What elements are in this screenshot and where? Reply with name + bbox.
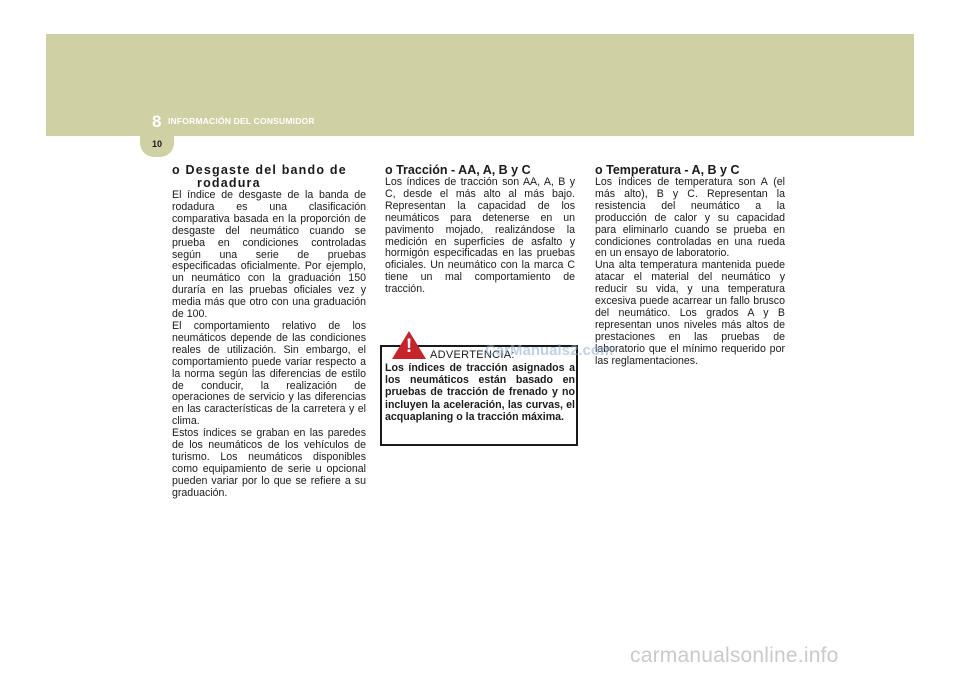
paragraph: Estos índices se graban en las paredes de los neumáticos de los vehículos de turismo. Los neumáticos disponibles como equipamiento de serie u opcional pueden variar por lo que se refiere a su graduación.	[172, 427, 366, 499]
watermark-center: CarManuals2.com	[485, 342, 614, 359]
paragraph: Los índices de temperatura son A (el más alto), B y C. Representan la resistencia del neumático a la producción de calor y su capacidad para eliminarlo cuando se prueba en condiciones controladas en una rueda en un ensayo de laboratorio.	[595, 176, 785, 260]
page-number: 10	[151, 139, 162, 149]
paragraph: El índice de desgaste de la banda de rodadura es una clasificación comparativa basada en la proporción de desgaste del neumático cuando se prueba en condiciones controladas según una serie de pruebas especificadas oficialmente. Por ejemplo, un neumático con la graduación 150 duraría en las pruebas oficiales vez y media más que otro con una graduación de 100.	[172, 189, 366, 321]
section-heading-traction: o Tracción - AA, A, B y C	[385, 163, 531, 177]
warning-title: ADVERTENCIA:	[430, 349, 515, 361]
warning-text: Los índices de tracción asignados a los neumáticos están basado en pruebas de tracción de frenado y no incluyen la aceleración, las curvas, el acquaplaning o la tracción máxima.	[385, 362, 575, 423]
chapter-title: INFORMACIÓN DEL CONSUMIDOR	[168, 116, 315, 126]
section-heading-temperature: o Temperatura - A, B y C	[595, 163, 740, 177]
warning-icon-mark: !	[405, 336, 413, 357]
column-tread-wear	[172, 164, 366, 500]
paragraph: Una alta temperatura mantenida puede atacar el material del neumático y reducir su vida, y una temperatura excesiva puede acarrear un fallo brusco del neumático. Los grados A y B representan unos niveles más altos de prestaciones en las pruebas de laboratorio que el mínimo requerido por las reglamentaciones.	[595, 259, 785, 367]
paragraph: El comportamiento relativo de los neumáticos depende de las condiciones reales de utilización. Sin embargo, el comportamiento puede variar respecto a la norma según las diferencias de estilo de conducir, la realización de operaciones de servicio y las diferencias en las características de la carretera y el clima.	[172, 319, 366, 428]
paragraph: Los índices de tracción son AA, A, B y C, desde el más alto al más bajo. Representan la capacidad de los neumáticos para detenerse en un pavimento mojado, realizándose la medición en superficies de asfalto y hormigón especificadas en las pruebas oficiales. Un neumático con la marca C tiene un mal comportamiento de tracción.	[385, 176, 575, 296]
chapter-number: 8	[152, 112, 162, 131]
column-traction	[385, 164, 575, 296]
section-heading-tread-wear-cont: rodadura	[197, 176, 261, 190]
section-heading-tread-wear: o Desgaste del bando de	[172, 163, 347, 177]
column-temperature	[595, 164, 785, 368]
watermark-bottom: carmanualsonline.info	[630, 644, 839, 667]
